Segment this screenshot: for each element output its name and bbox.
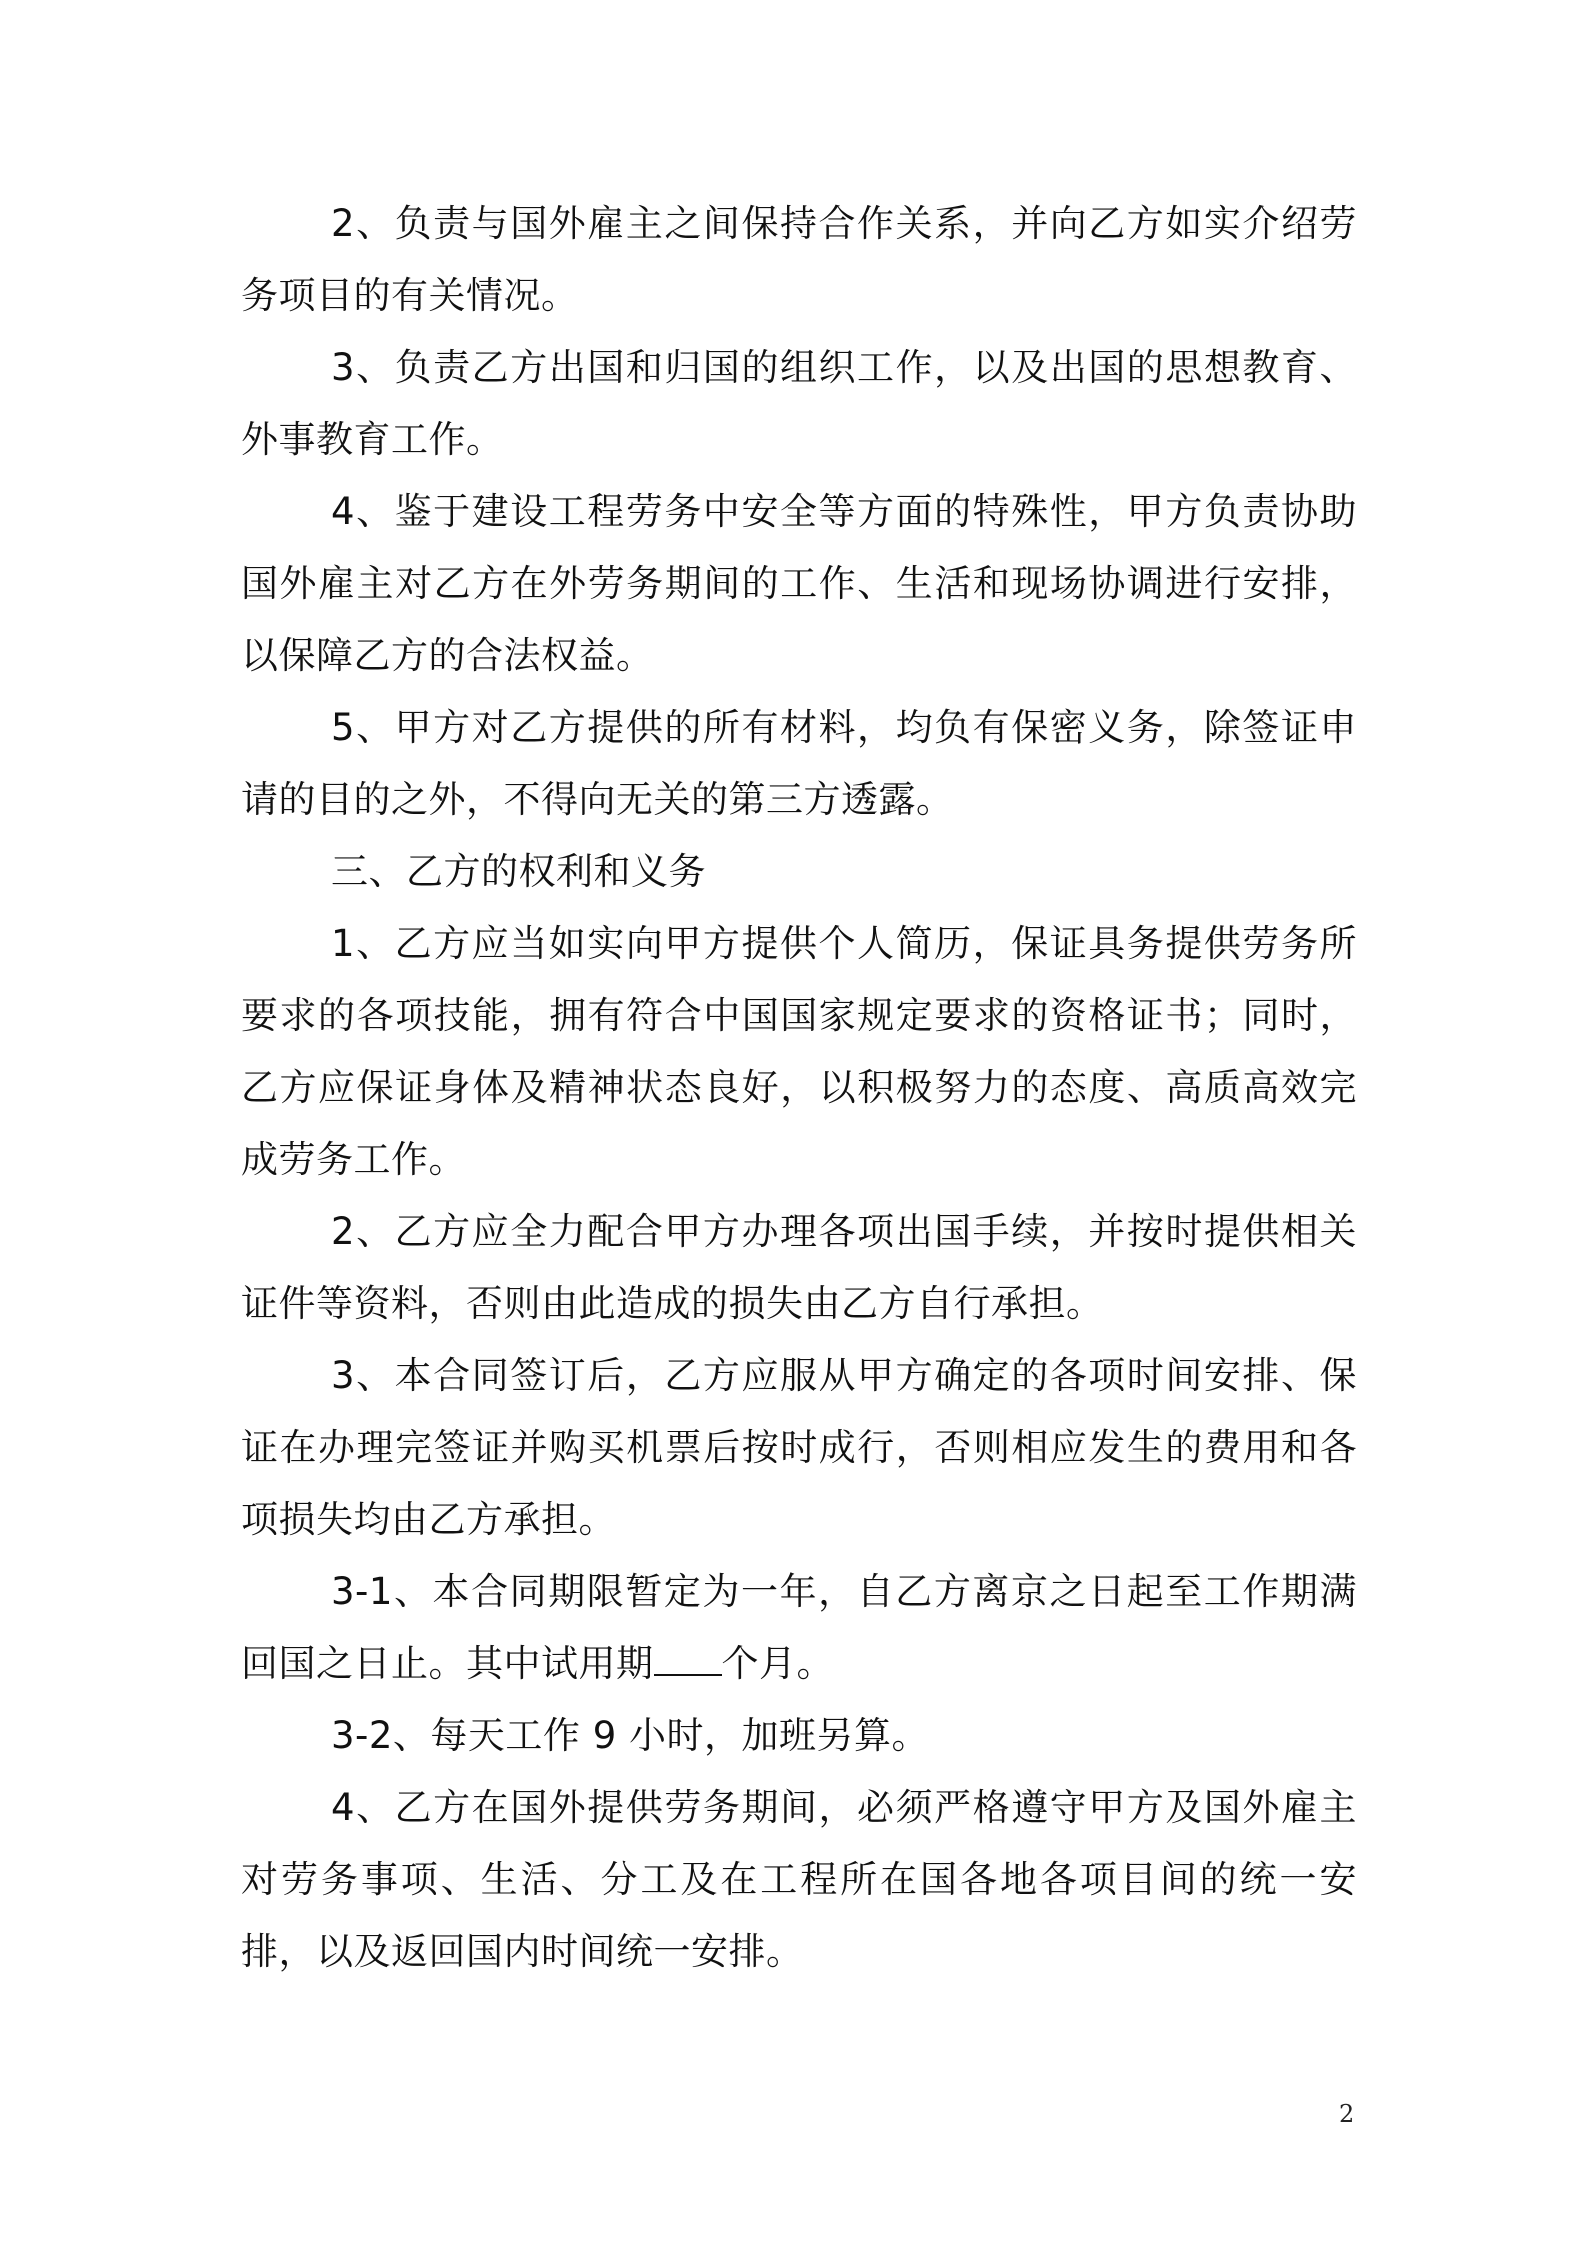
- paragraph-b3-1-term: [241, 1556, 1357, 1700]
- term-text-before-blank: 3-1、本合同期限暂定为一年，自乙方离京之日起至工作期满回国之日止。其中试用期: [241, 1570, 1357, 1685]
- section-heading-party-b-rights: 三、乙方的权利和义务: [331, 850, 706, 893]
- paragraph-5-confidentiality: 5、甲方对乙方提供的所有材料，均负有保密义务，除签证申请的目的之外，不得向无关的第三方透露。: [241, 706, 1357, 821]
- paragraph-3-organization: 3、负责乙方出国和归国的组织工作，以及出国的思想教育、外事教育工作。: [241, 346, 1357, 461]
- paragraph-4-safety: 4、鉴于建设工程劳务中安全等方面的特殊性，甲方负责协助国外雇主对乙方在外劳务期间的工作、生活和现场协调进行安排，以保障乙方的合法权益。: [241, 490, 1357, 677]
- paragraph-b3-schedule: 3、本合同签订后，乙方应服从甲方确定的各项时间安排、保证在办理完签证并购买机票后按时成行，否则相应发生的费用和各项损失均由乙方承担。: [241, 1354, 1357, 1541]
- probation-months-blank: [654, 1644, 722, 1676]
- page-number: 2: [1339, 2100, 1355, 2128]
- paragraph-b4-compliance: 4、乙方在国外提供劳务期间，必须严格遵守甲方及国外雇主对劳务事项、生活、分工及在工程所在国各地各项目间的统一安排，以及返回国内时间统一安排。: [241, 1786, 1357, 1973]
- paragraph-b3-2-hours: 3-2、每天工作 9 小时，加班另算。: [331, 1714, 929, 1757]
- paragraph-b2-procedures: 2、乙方应全力配合甲方办理各项出国手续，并按时提供相关证件等资料，否则由此造成的损失由乙方自行承担。: [241, 1210, 1357, 1325]
- term-text-after-blank: 个月。: [721, 1642, 834, 1685]
- document-body: [241, 188, 1357, 1988]
- paragraph-b1-resume: 1、乙方应当如实向甲方提供个人简历，保证具务提供劳务所要求的各项技能，拥有符合中国国家规定要求的资格证书；同时，乙方应保证身体及精神状态良好，以积极努力的态度、高质高效完成劳务工作。: [241, 922, 1357, 1181]
- paragraph-2-cooperation: 2、负责与国外雇主之间保持合作关系，并向乙方如实介绍劳务项目的有关情况。: [241, 202, 1357, 317]
